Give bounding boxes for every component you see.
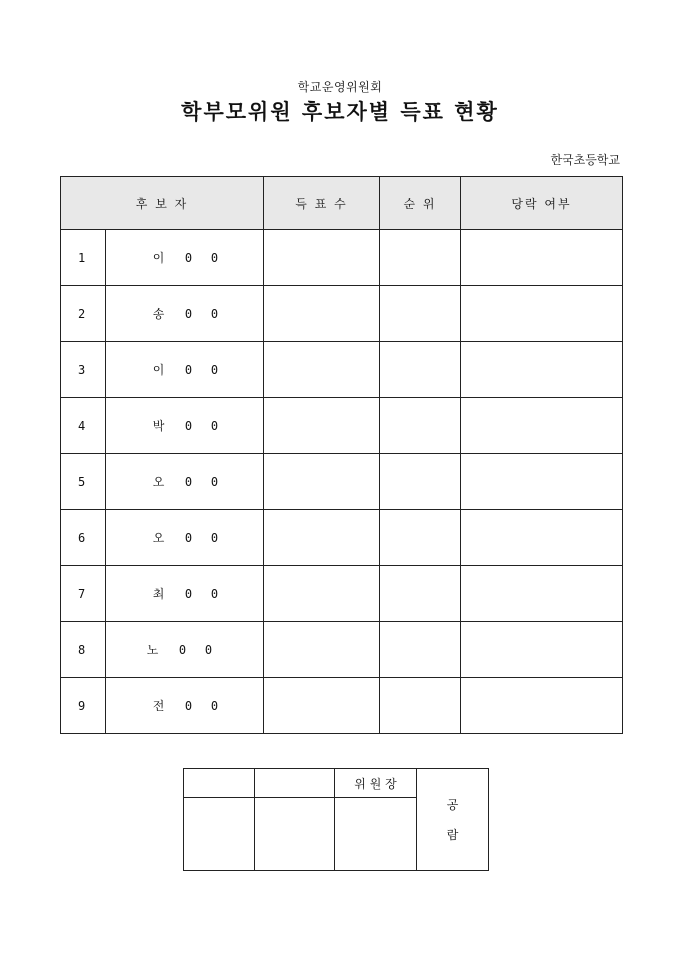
column-header-candidate: 후 보 자 xyxy=(61,177,264,230)
rank-cell[interactable] xyxy=(380,454,461,510)
candidate-surname: 박 xyxy=(152,419,165,433)
table-row xyxy=(61,678,623,734)
approval-title-cell xyxy=(255,769,335,798)
candidate-given-1: 0 xyxy=(184,475,193,489)
table-row xyxy=(61,342,623,398)
votes-cell[interactable] xyxy=(264,454,380,510)
votes-cell[interactable] xyxy=(264,678,380,734)
result-cell[interactable] xyxy=(461,286,623,342)
column-header-votes: 득 표 수 xyxy=(264,177,380,230)
row-number: 4 xyxy=(61,398,106,454)
result-cell[interactable] xyxy=(461,678,623,734)
row-number: 7 xyxy=(61,566,106,622)
rank-cell[interactable] xyxy=(380,510,461,566)
row-number: 5 xyxy=(61,454,106,510)
candidate-surname: 이 xyxy=(152,251,165,265)
candidate-given-2: 0 xyxy=(210,699,219,713)
result-cell[interactable] xyxy=(461,566,623,622)
rank-cell[interactable] xyxy=(380,286,461,342)
candidate-name xyxy=(106,510,264,566)
candidate-given-1: 0 xyxy=(184,699,193,713)
candidate-given-2: 0 xyxy=(210,251,219,265)
public-notice-cell xyxy=(417,769,489,871)
votes-cell[interactable] xyxy=(264,286,380,342)
result-cell[interactable] xyxy=(461,398,623,454)
result-cell[interactable] xyxy=(461,454,623,510)
signature-cell[interactable] xyxy=(184,798,255,871)
row-number: 9 xyxy=(61,678,106,734)
candidate-given-1: 0 xyxy=(184,419,193,433)
approval-title-cell xyxy=(184,769,255,798)
candidate-surname: 최 xyxy=(152,587,165,601)
chair-signature-cell[interactable] xyxy=(335,798,417,871)
vote-results-table xyxy=(60,176,623,734)
candidate-given-2: 0 xyxy=(210,587,219,601)
committee-subtitle: 학교운영위원회 xyxy=(297,80,383,94)
candidate-given-2: 0 xyxy=(210,419,219,433)
chair-label: 위 원 장 xyxy=(335,769,417,798)
votes-cell[interactable] xyxy=(264,342,380,398)
column-header-rank: 순 위 xyxy=(380,177,461,230)
table-row xyxy=(61,230,623,286)
candidate-name xyxy=(106,454,264,510)
row-number: 2 xyxy=(61,286,106,342)
candidate-given-1: 0 xyxy=(184,307,193,321)
row-number: 1 xyxy=(61,230,106,286)
candidate-surname: 오 xyxy=(152,475,165,489)
candidate-surname: 오 xyxy=(152,531,165,545)
votes-cell[interactable] xyxy=(264,230,380,286)
candidate-given-1: 0 xyxy=(184,363,193,377)
candidate-name xyxy=(106,622,264,678)
candidate-name xyxy=(106,230,264,286)
approval-header-row xyxy=(184,769,489,798)
table-row xyxy=(61,566,623,622)
school-name: 한국초등학교 xyxy=(550,153,620,167)
table-header-row xyxy=(61,177,623,230)
table-row xyxy=(61,622,623,678)
column-header-result: 당락 여부 xyxy=(461,177,623,230)
approval-box xyxy=(183,768,489,871)
candidate-given-2: 0 xyxy=(210,307,219,321)
candidate-given-1: 0 xyxy=(184,251,193,265)
votes-cell[interactable] xyxy=(264,566,380,622)
row-number: 3 xyxy=(61,342,106,398)
candidate-given-1: 0 xyxy=(178,643,187,657)
candidate-surname: 노 xyxy=(146,643,159,657)
votes-cell[interactable] xyxy=(264,622,380,678)
candidate-name xyxy=(106,342,264,398)
candidate-given-2: 0 xyxy=(210,531,219,545)
rank-cell[interactable] xyxy=(380,230,461,286)
signature-cell[interactable] xyxy=(255,798,335,871)
candidate-given-2: 0 xyxy=(210,475,219,489)
candidate-name xyxy=(106,566,264,622)
table-row xyxy=(61,454,623,510)
result-cell[interactable] xyxy=(461,622,623,678)
candidate-name xyxy=(106,398,264,454)
public-notice-char: 공 xyxy=(446,797,459,812)
candidate-name xyxy=(106,678,264,734)
rank-cell[interactable] xyxy=(380,398,461,454)
rank-cell[interactable] xyxy=(380,622,461,678)
row-number: 8 xyxy=(61,622,106,678)
public-notice-char: 람 xyxy=(446,827,459,842)
votes-cell[interactable] xyxy=(264,398,380,454)
votes-cell[interactable] xyxy=(264,510,380,566)
result-cell[interactable] xyxy=(461,342,623,398)
candidate-name xyxy=(106,286,264,342)
candidate-given-2: 0 xyxy=(204,643,213,657)
table-row xyxy=(61,510,623,566)
rank-cell[interactable] xyxy=(380,566,461,622)
result-cell[interactable] xyxy=(461,510,623,566)
candidate-surname: 전 xyxy=(152,699,165,713)
rank-cell[interactable] xyxy=(380,342,461,398)
table-row xyxy=(61,398,623,454)
candidate-given-2: 0 xyxy=(210,363,219,377)
candidate-given-1: 0 xyxy=(184,587,193,601)
candidate-surname: 이 xyxy=(152,363,165,377)
rank-cell[interactable] xyxy=(380,678,461,734)
result-cell[interactable] xyxy=(461,230,623,286)
row-number: 6 xyxy=(61,510,106,566)
candidate-surname: 송 xyxy=(152,307,165,321)
candidate-given-1: 0 xyxy=(184,531,193,545)
page-title: 학부모위원 후보자별 득표 현황 xyxy=(181,99,499,124)
table-row xyxy=(61,286,623,342)
